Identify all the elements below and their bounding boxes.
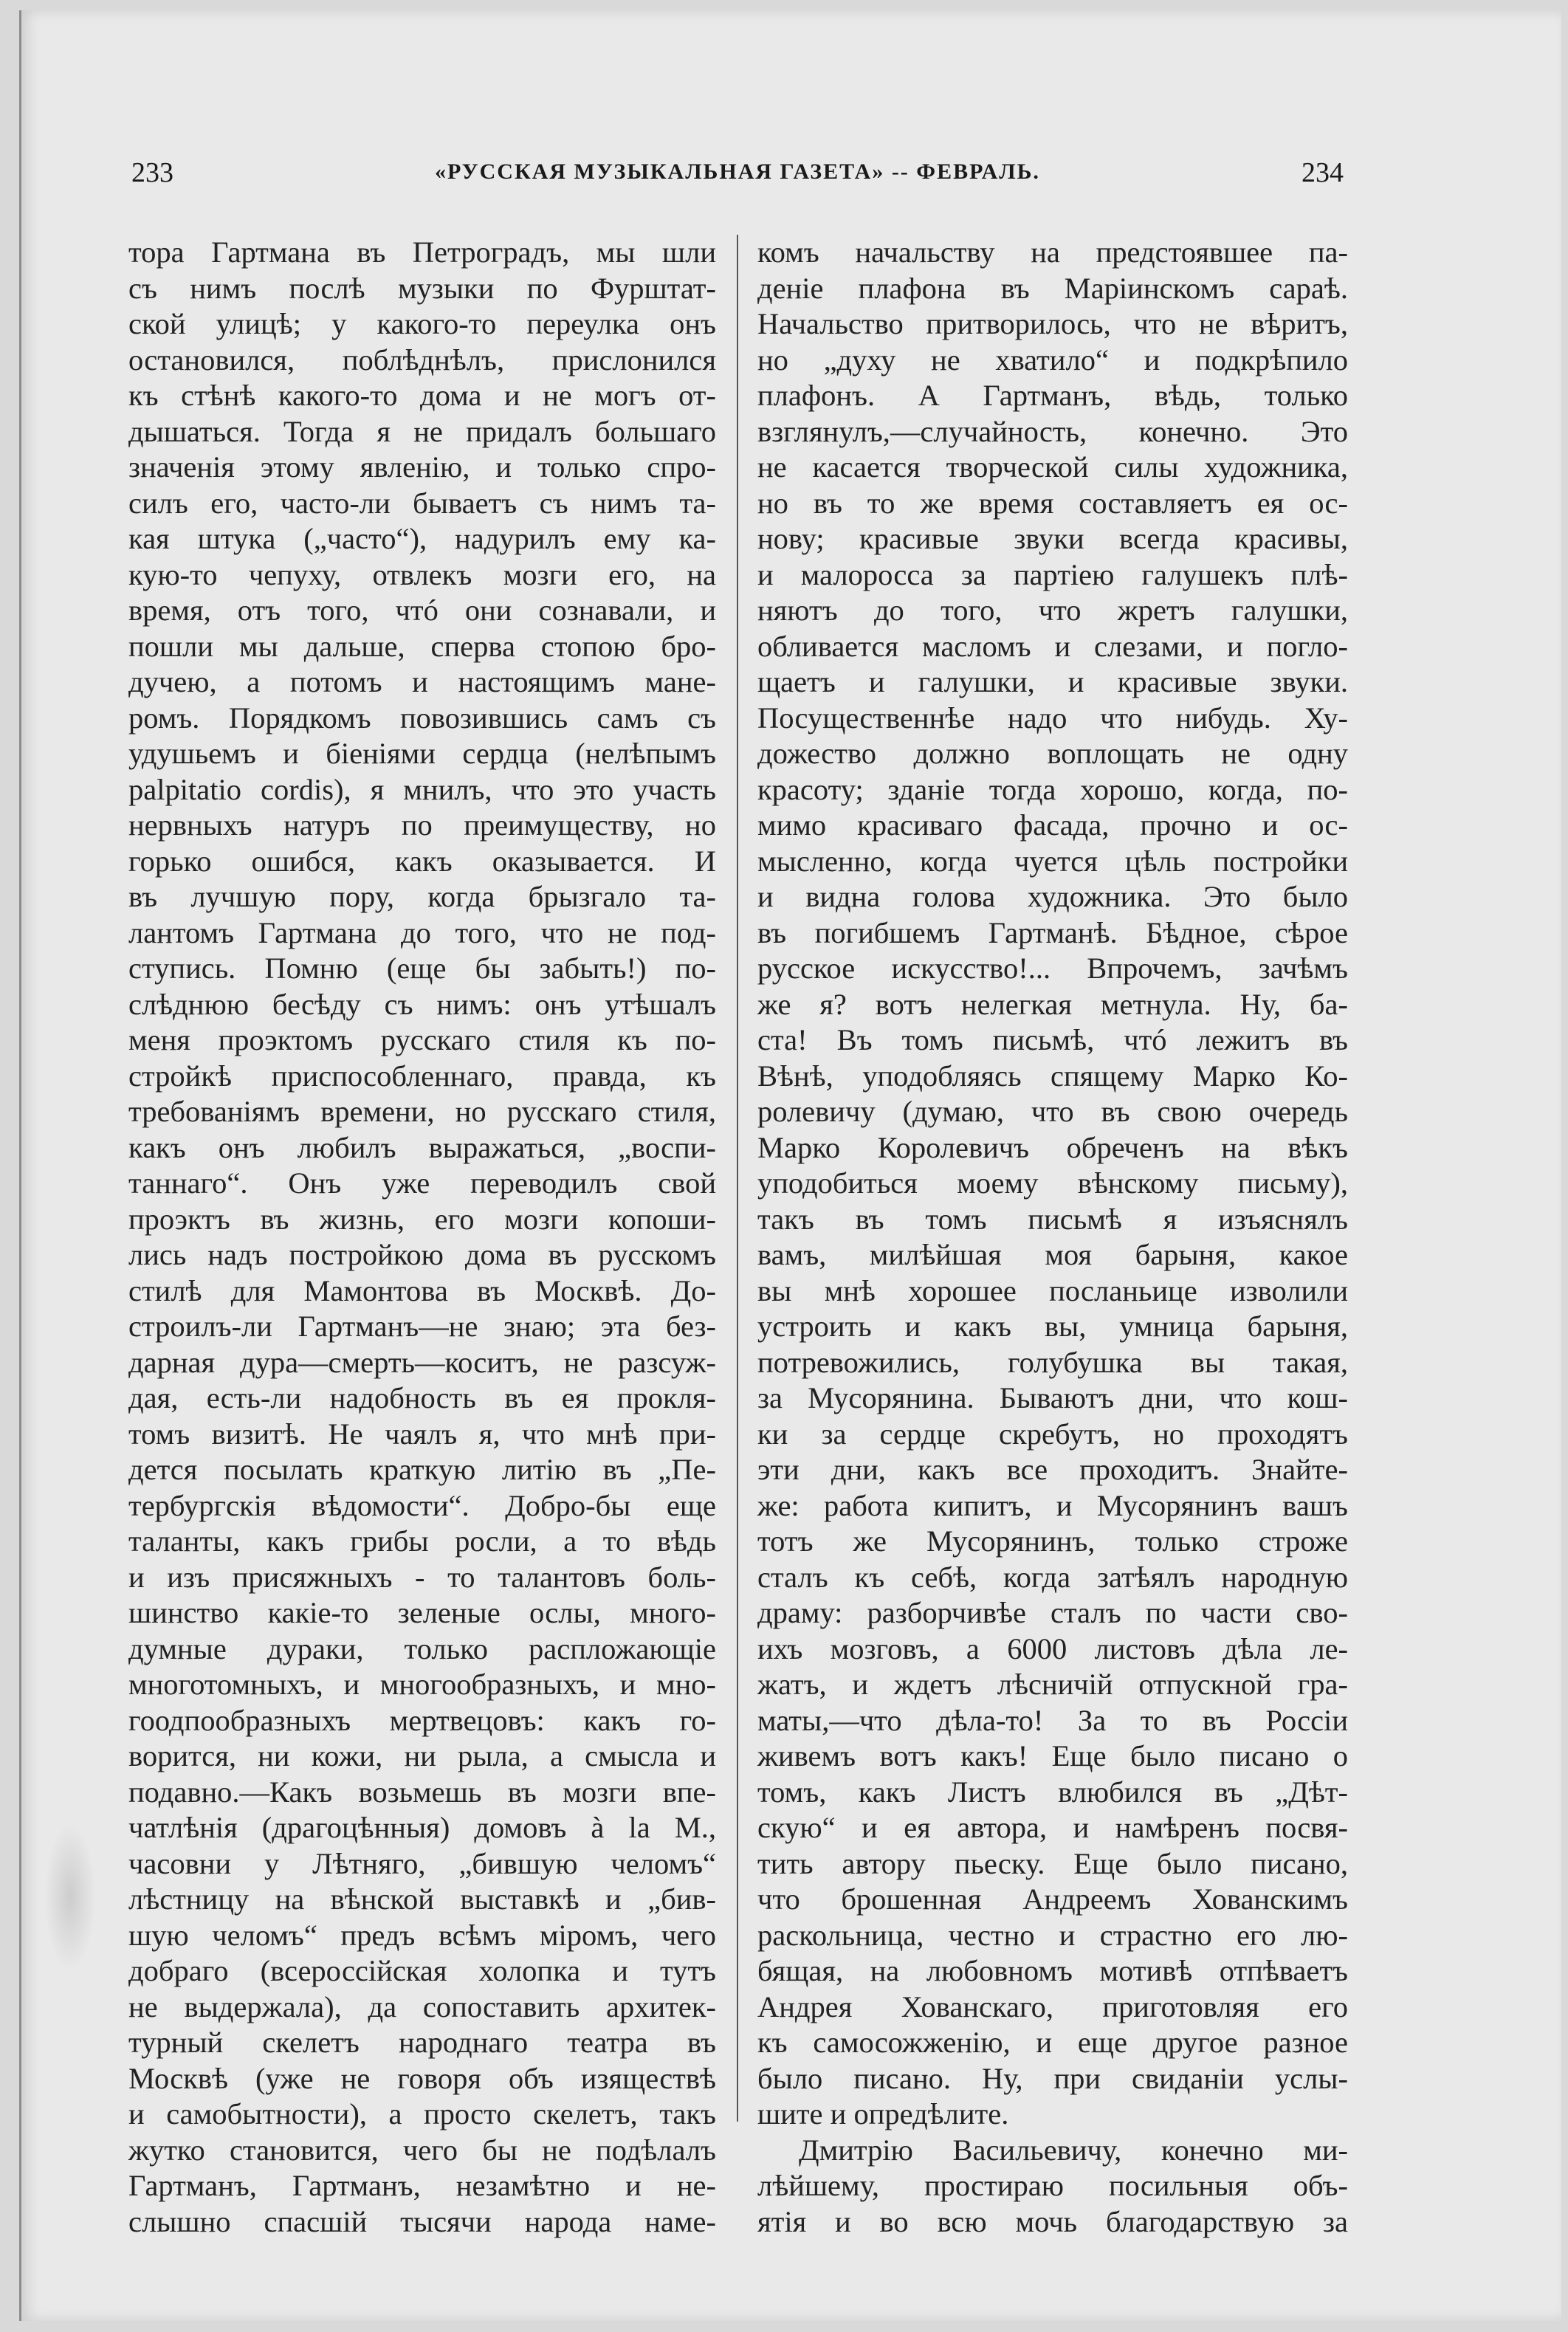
text-line: ромъ. Порядкомъ повозившись самъ съ (128, 701, 716, 735)
text-line: и самобытности), а просто скелетъ, такъ (128, 2097, 716, 2130)
text-line: дется посылать краткую литію въ „Пе- (128, 1453, 716, 1486)
text-line: Андрея Хованскаго, приготовляя его (757, 1989, 1348, 2023)
text-line: вамъ, милѣйшая моя барыня, какое (757, 1238, 1348, 1271)
text-line: бящая, на любовномъ мотивѣ отпѣваетъ (757, 1954, 1348, 1987)
text-line: ступись. Помню (еще бы забыть!) по- (128, 952, 716, 985)
text-line: лантомъ Гартмана до того, что не под- (128, 915, 716, 949)
text-line: подавно.—Какъ возьмешь въ мозги впе- (128, 1775, 716, 1809)
text-line: время, отъ того, чтó они сознавали, и (128, 594, 716, 627)
text-line: мимо красиваго фасада, прочно и ос- (757, 808, 1348, 842)
text-line: няютъ до того, что жретъ галушки, (757, 594, 1348, 627)
text-column-right (757, 235, 1348, 2240)
text-line: требованіямъ времени, но русскаго стиля, (128, 1095, 716, 1128)
text-line: въ погибшемъ Гартманѣ. Бѣдное, сѣрое (757, 915, 1348, 949)
text-line: мысленно, когда чуется цѣль постройки (757, 844, 1348, 878)
text-line: томъ визитѣ. Не чаялъ я, что мнѣ при- (128, 1417, 716, 1451)
text-line: стройкѣ приспособленнаго, правда, къ (128, 1059, 716, 1093)
text-line: чатлѣнія (драгоцѣнныя) домовъ à la М., (128, 1811, 716, 1844)
text-line: тотъ же Мусорянинъ, только строже (757, 1524, 1348, 1558)
text-line: Вѣнѣ, уподобляясь спящему Марко Ко- (757, 1059, 1348, 1093)
text-line: къ самосожженію, и еще другое разное (757, 2026, 1348, 2059)
text-line: русское искусство!... Впрочемъ, зачѣмъ (757, 952, 1348, 985)
text-line: кую-то чепуху, отвлекъ мозги его, на (128, 557, 716, 591)
text-line: комъ начальству на предстоявшее па- (757, 235, 1348, 269)
text-line: щаетъ и галушки, и красивые звуки. (757, 665, 1348, 698)
text-line: турный скелетъ народнаго театра въ (128, 2026, 716, 2059)
text-line: кая штука („часто“), надурилъ ему ка- (128, 522, 716, 555)
text-line: шую челомъ“ предъ всѣмъ міромъ, чего (128, 1918, 716, 1952)
page-number-left: 233 (131, 157, 173, 188)
text-line: уподобиться моему вѣнскому письму), (757, 1166, 1348, 1200)
running-title: «РУССКАЯ МУЗЫКАЛЬНАЯ ГАЗЕТА» -- ФЕВРАЛЬ. (435, 159, 1040, 184)
text-line: Посущественнѣе надо что нибудь. Ху- (757, 701, 1348, 735)
text-line: palpitatio cordis), я мнилъ, что это участь (128, 772, 716, 806)
text-line: и малоросса за партіею галушекъ плѣ- (757, 557, 1348, 591)
text-line: такъ въ томъ письмѣ я изъяснялъ (757, 1202, 1348, 1236)
text-line: сталъ къ себѣ, когда затѣялъ народную (757, 1560, 1348, 1594)
text-line: но въ то же время составляетъ ея ос- (757, 486, 1348, 520)
text-line: шите и опредѣлите. (757, 2097, 1009, 2130)
page-header (131, 157, 1344, 186)
text-line: не касается творческой силы художника, (757, 450, 1348, 484)
text-line: Гартманъ, Гартманъ, незамѣтно и не- (128, 2169, 716, 2202)
text-line: съ нимъ послѣ музыки по Фурштат- (128, 271, 716, 305)
text-line: взглянулъ,—случайность, конечно. Это (757, 414, 1348, 448)
text-line: нервныхъ натуръ по преимуществу, но (128, 808, 716, 842)
text-column-left (128, 235, 716, 2240)
text-line: живемъ вотъ какъ! Еще было писано о (757, 1739, 1348, 1772)
text-line: ста! Въ томъ письмѣ, чтó лежитъ въ (757, 1023, 1348, 1056)
text-line: удушьемъ и біеніями сердца (нелѣпымъ (128, 737, 716, 770)
text-line: Марко Королевичъ обреченъ на вѣкъ (757, 1130, 1348, 1164)
text-line: скую“ и ея автора, и намѣренъ посвя- (757, 1811, 1348, 1844)
text-line: вы мнѣ хорошее посланьице изволили (757, 1273, 1348, 1307)
text-line: Москвѣ (уже не говоря объ изяществѣ (128, 2061, 716, 2095)
text-line: тить автору пьеску. Еще было писано, (757, 1846, 1348, 1880)
text-line: же: работа кипитъ, и Мусорянинъ вашъ (757, 1488, 1348, 1522)
text-line: Дмитрію Васильевичу, конечно ми- (799, 2133, 1348, 2167)
text-line: какъ онъ любилъ выражаться, „воспи- (128, 1130, 716, 1164)
text-line: дучею, а потомъ и настоящимъ мане- (128, 665, 716, 698)
text-line: жутко становится, чего бы не подѣлалъ (128, 2133, 716, 2167)
paper-stain (44, 1823, 96, 1971)
text-line: маты,—что дѣла-то! За то въ Россіи (757, 1703, 1348, 1737)
text-line: лѣстницу на вѣнской выставкѣ и „бив- (128, 1882, 716, 1916)
text-line: горько ошибся, какъ оказывается. И (128, 844, 716, 878)
text-line: было писано. Ну, при свиданіи услы- (757, 2061, 1348, 2095)
text-line: Начальство притворилось, что не вѣритъ, (757, 307, 1348, 340)
text-line: значенія этому явленію, и только спро- (128, 450, 716, 484)
text-line: строилъ-ли Гартманъ—не знаю; эта без- (128, 1310, 716, 1343)
text-line: гоодпообразныхъ мертвецовъ: какъ го- (128, 1703, 716, 1737)
text-line: остановился, поблѣднѣлъ, прислонился (128, 343, 716, 376)
text-line: думные дураки, только распложающіе (128, 1631, 716, 1665)
text-line: ворится, ни кожи, ни рыла, а смысла и (128, 1739, 716, 1772)
text-line: что брошенная Андреемъ Хованскимъ (757, 1882, 1348, 1916)
text-line: пошли мы дальше, сперва стопою бро- (128, 629, 716, 663)
text-line: многотомныхъ, и многообразныхъ, и мно- (128, 1668, 716, 1701)
text-line: добраго (всероссійская холопка и тутъ (128, 1954, 716, 1987)
text-line: же я? вотъ нелегкая метнула. Ну, ба- (757, 987, 1348, 1021)
text-line: дарная дура—смерть—коситъ, не разсуж- (128, 1345, 716, 1379)
text-line: устроить и какъ вы, умница барыня, (757, 1310, 1348, 1343)
text-line: плафонъ. А Гартманъ, вѣдь, только (757, 379, 1348, 412)
text-line: шинство какіе-то зеленые ослы, много- (128, 1596, 716, 1629)
text-line: часовни у Лѣтняго, „бившую челомъ“ (128, 1846, 716, 1880)
text-line: слѣднюю бесѣду съ нимъ: онъ утѣшалъ (128, 987, 716, 1021)
text-line: дая, есть-ли надобность въ ея прокля- (128, 1381, 716, 1414)
text-line: дожество должно воплощать не одну (757, 737, 1348, 770)
text-line: ихъ мозговъ, а 6000 листовъ дѣла ле- (757, 1631, 1348, 1665)
text-line: потревожились, голубушка вы такая, (757, 1345, 1348, 1379)
text-line: стилѣ для Мамонтова въ Москвѣ. До- (128, 1273, 716, 1307)
text-line: тора Гартмана въ Петроградъ, мы шли (128, 235, 716, 269)
text-line: жатъ, и ждетъ лѣсничій отпускной гра- (757, 1668, 1348, 1701)
text-line: драму: разборчивѣе сталъ по части сво- (757, 1596, 1348, 1629)
text-line: къ стѣнѣ какого-то дома и не могъ от- (128, 379, 716, 412)
text-line: красоту; зданіе тогда хорошо, когда, по- (757, 772, 1348, 806)
text-line: за Мусорянина. Бываютъ дни, что кош- (757, 1381, 1348, 1414)
text-line: меня проэктомъ русскаго стиля къ по- (128, 1023, 716, 1056)
page-number-right: 234 (1301, 157, 1344, 188)
text-line: но „духу не хватило“ и подкрѣпило (757, 343, 1348, 376)
text-line: не выдержала), да сопоставить архитек- (128, 1989, 716, 2023)
column-divider (737, 235, 738, 2122)
text-line: въ лучшую пору, когда брызгало та- (128, 880, 716, 913)
text-line: томъ, какъ Листъ влюбился въ „Дѣт- (757, 1775, 1348, 1809)
text-line: таннаго“. Онъ уже переводилъ свой (128, 1166, 716, 1200)
text-line: таланты, какъ грибы росли, а то вѣдь (128, 1524, 716, 1558)
text-line: ятія и во всю мочь благодарствую за (757, 2204, 1348, 2238)
text-line: дышаться. Тогда я не придалъ большаго (128, 414, 716, 448)
text-line: ролевичу (думаю, что въ свою очередь (757, 1095, 1348, 1128)
text-line: раскольница, честно и страстно его лю- (757, 1918, 1348, 1952)
text-line: деніе плафона въ Маріинскомъ сараѣ. (757, 271, 1348, 305)
text-line: и видна голова художника. Это было (757, 880, 1348, 913)
text-line: силъ его, часто-ли бываетъ съ нимъ та- (128, 486, 716, 520)
text-line: лѣйшему, простираю посильныя объ- (757, 2169, 1348, 2202)
text-line: лись надъ постройкою дома въ русскомъ (128, 1238, 716, 1271)
text-line: проэктъ въ жизнь, его мозги копоши- (128, 1202, 716, 1236)
text-line: и изъ присяжныхъ - то талантовъ боль- (128, 1560, 716, 1594)
text-line: нову; красивые звуки всегда красивы, (757, 522, 1348, 555)
text-line: ской улицѣ; у какого-то переулка онъ (128, 307, 716, 340)
text-line: эти дни, какъ все проходитъ. Знайте- (757, 1453, 1348, 1486)
text-line: ки за сердце скребутъ, но проходятъ (757, 1417, 1348, 1451)
text-line: тербургскія вѣдомости“. Добро-бы еще (128, 1488, 716, 1522)
text-line: слышно спасшій тысячи народа наме- (128, 2204, 716, 2238)
text-line: обливается масломъ и слезами, и погло- (757, 629, 1348, 663)
